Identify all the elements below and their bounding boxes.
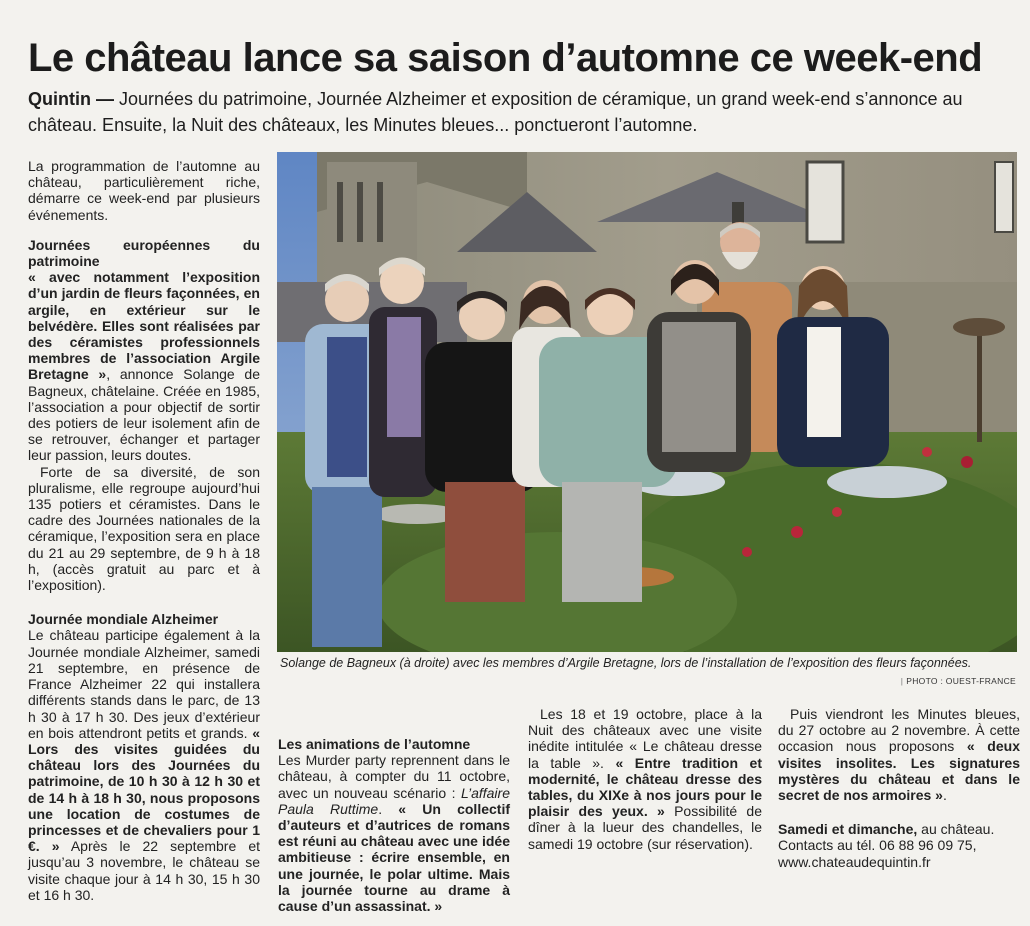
column-1 [28,158,260,903]
minutes-after: . [942,787,947,804]
animations-separator: . [378,800,399,817]
patrimoine-paragraph-2: Forte de sa diversité, de son pluralisme, elle regroupe aujourd’hui 135 potiers et céramistes. Dans le cadre des Journées nationales de la céramique, l’exposition sera en place du 21 au 29 septembre, de 9 h à 18 h, (accès gratuit au parc et à l’exposition). [28,463,260,594]
headline: Le château lance sa saison d’automne ce week-end [28,36,983,80]
standfirst [28,86,1008,138]
practical-text: au château. Contacts au tél. 06 88 96 09 75, www.chateaudequintin.fr [778,821,995,870]
column-2 [278,706,510,914]
alzheimer-quote: « Lors des visites guidées du château lors des Journées du patrimoine, de 10 h 30 à 12 h 30 et de 14 h à 18 h 30, nous proposons une location de costumes de princesses et de chevaliers pour 1 €. » [28,724,260,855]
heading-animations-automne: Les animations de l’automne [278,736,471,752]
minutes-quote: « deux visites insolites. Les signatures mystères du château et dans le secret de nos armoires » [778,738,1020,804]
murder-party-title: L’affaire Paula Ruttime [278,784,510,817]
nuit-text: Les 18 et 19 octobre, place à la Nuit des châteaux avec une visite inédite intitulée « Le château dresse la table ». [528,706,762,771]
patrimoine-quote: « avec notamment l’exposition d’un jardin de fleurs façonnées, en argile, en extérieur sur le belvédère. Elles sont réalisées par des céramistes professionnels membres de l’association Argile Bretagne » [28,269,260,383]
group-photo [277,152,1017,652]
animations-text: Les Murder party reprennent dans le château, à compter du 11 octobre, avec un nouveau scénario : [278,752,510,801]
alzheimer-after: Après le 22 septembre et jusqu’au 3 novembre, le château se visite chaque jour à 14 h 30, 15 h 30 et 16 h 30. [28,838,260,903]
intro-paragraph: La programmation de l’automne au château, particulièrement riche, démarre ce week-end par plusieurs événements. [28,158,260,223]
patrimoine-text: , annonce Solange de Bagneux, châtelaine. Créée en 1985, l’association a pour objectif de sortir des potiers de leur isolement afin de se retrouver, échanger et partager leur passion, leurs doutes. [28,366,260,464]
practical-bold: Samedi et dimanche, [778,821,918,838]
minutes-bleues-paragraph [778,706,1020,803]
nuit-quote: « Entre tradition et modernité, le château dresse des tables, du XIXe à nos jours pour le plaisir des yeux. » [528,754,762,820]
alzheimer-paragraph [28,627,260,902]
animations-quote: « Un collectif d’auteurs et d’autrices de romans est réuni au château avec une idée ambitieuse : écrire ensemble, en une journée, le polar ultime. Mais la journée tourne au drame à cause d’un assassinat. » [278,800,510,915]
patrimoine-paragraph [28,269,260,463]
photo-credit: | PHOTO : OUEST-FRANCE [900,676,1016,686]
nuit-after: Possibilité de dîner à la lueur des chandelles, le samedi 19 octobre (sur réservation). [528,803,762,852]
column-3 [528,706,762,852]
standfirst-kicker: Quintin — [28,89,114,109]
photo-credit-text: PHOTO : OUEST-FRANCE [906,676,1016,686]
column-4 [778,706,1020,870]
heading-journees-patrimoine: Journées européennes du patrimoine [28,236,260,270]
nuit-chateaux-paragraph [528,706,762,852]
heading-journee-alzheimer: Journée mondiale Alzheimer [28,611,219,628]
minutes-text: Puis viendront les Minutes bleues, du 27 octobre au 2 novembre. À cette occasion nous proposons [778,706,1020,755]
alzheimer-text: Le château participe également à la Journée mondiale Alzheimer, samedi 21 septembre, en présence de France Alzheimer 22 qui installera différents stands dans le parc, de 13 h 30 à 17 h 30. Des jeux d’extérieur en bois attendront petits et grands. [28,627,260,741]
standfirst-text: Journées du patrimoine, Journée Alzheimer et exposition de céramique, un grand week-end s’annonce au château. Ensuite, la Nuit des châteaux, les Minutes bleues... ponctueront l’automne. [28,89,963,135]
animations-paragraph [278,752,510,914]
photo-caption: Solange de Bagneux (à droite) avec les membres d’Argile Bretagne, lors de l’installation de l’exposition des fleurs façonnées. [280,656,972,670]
practical-info [778,821,1020,870]
